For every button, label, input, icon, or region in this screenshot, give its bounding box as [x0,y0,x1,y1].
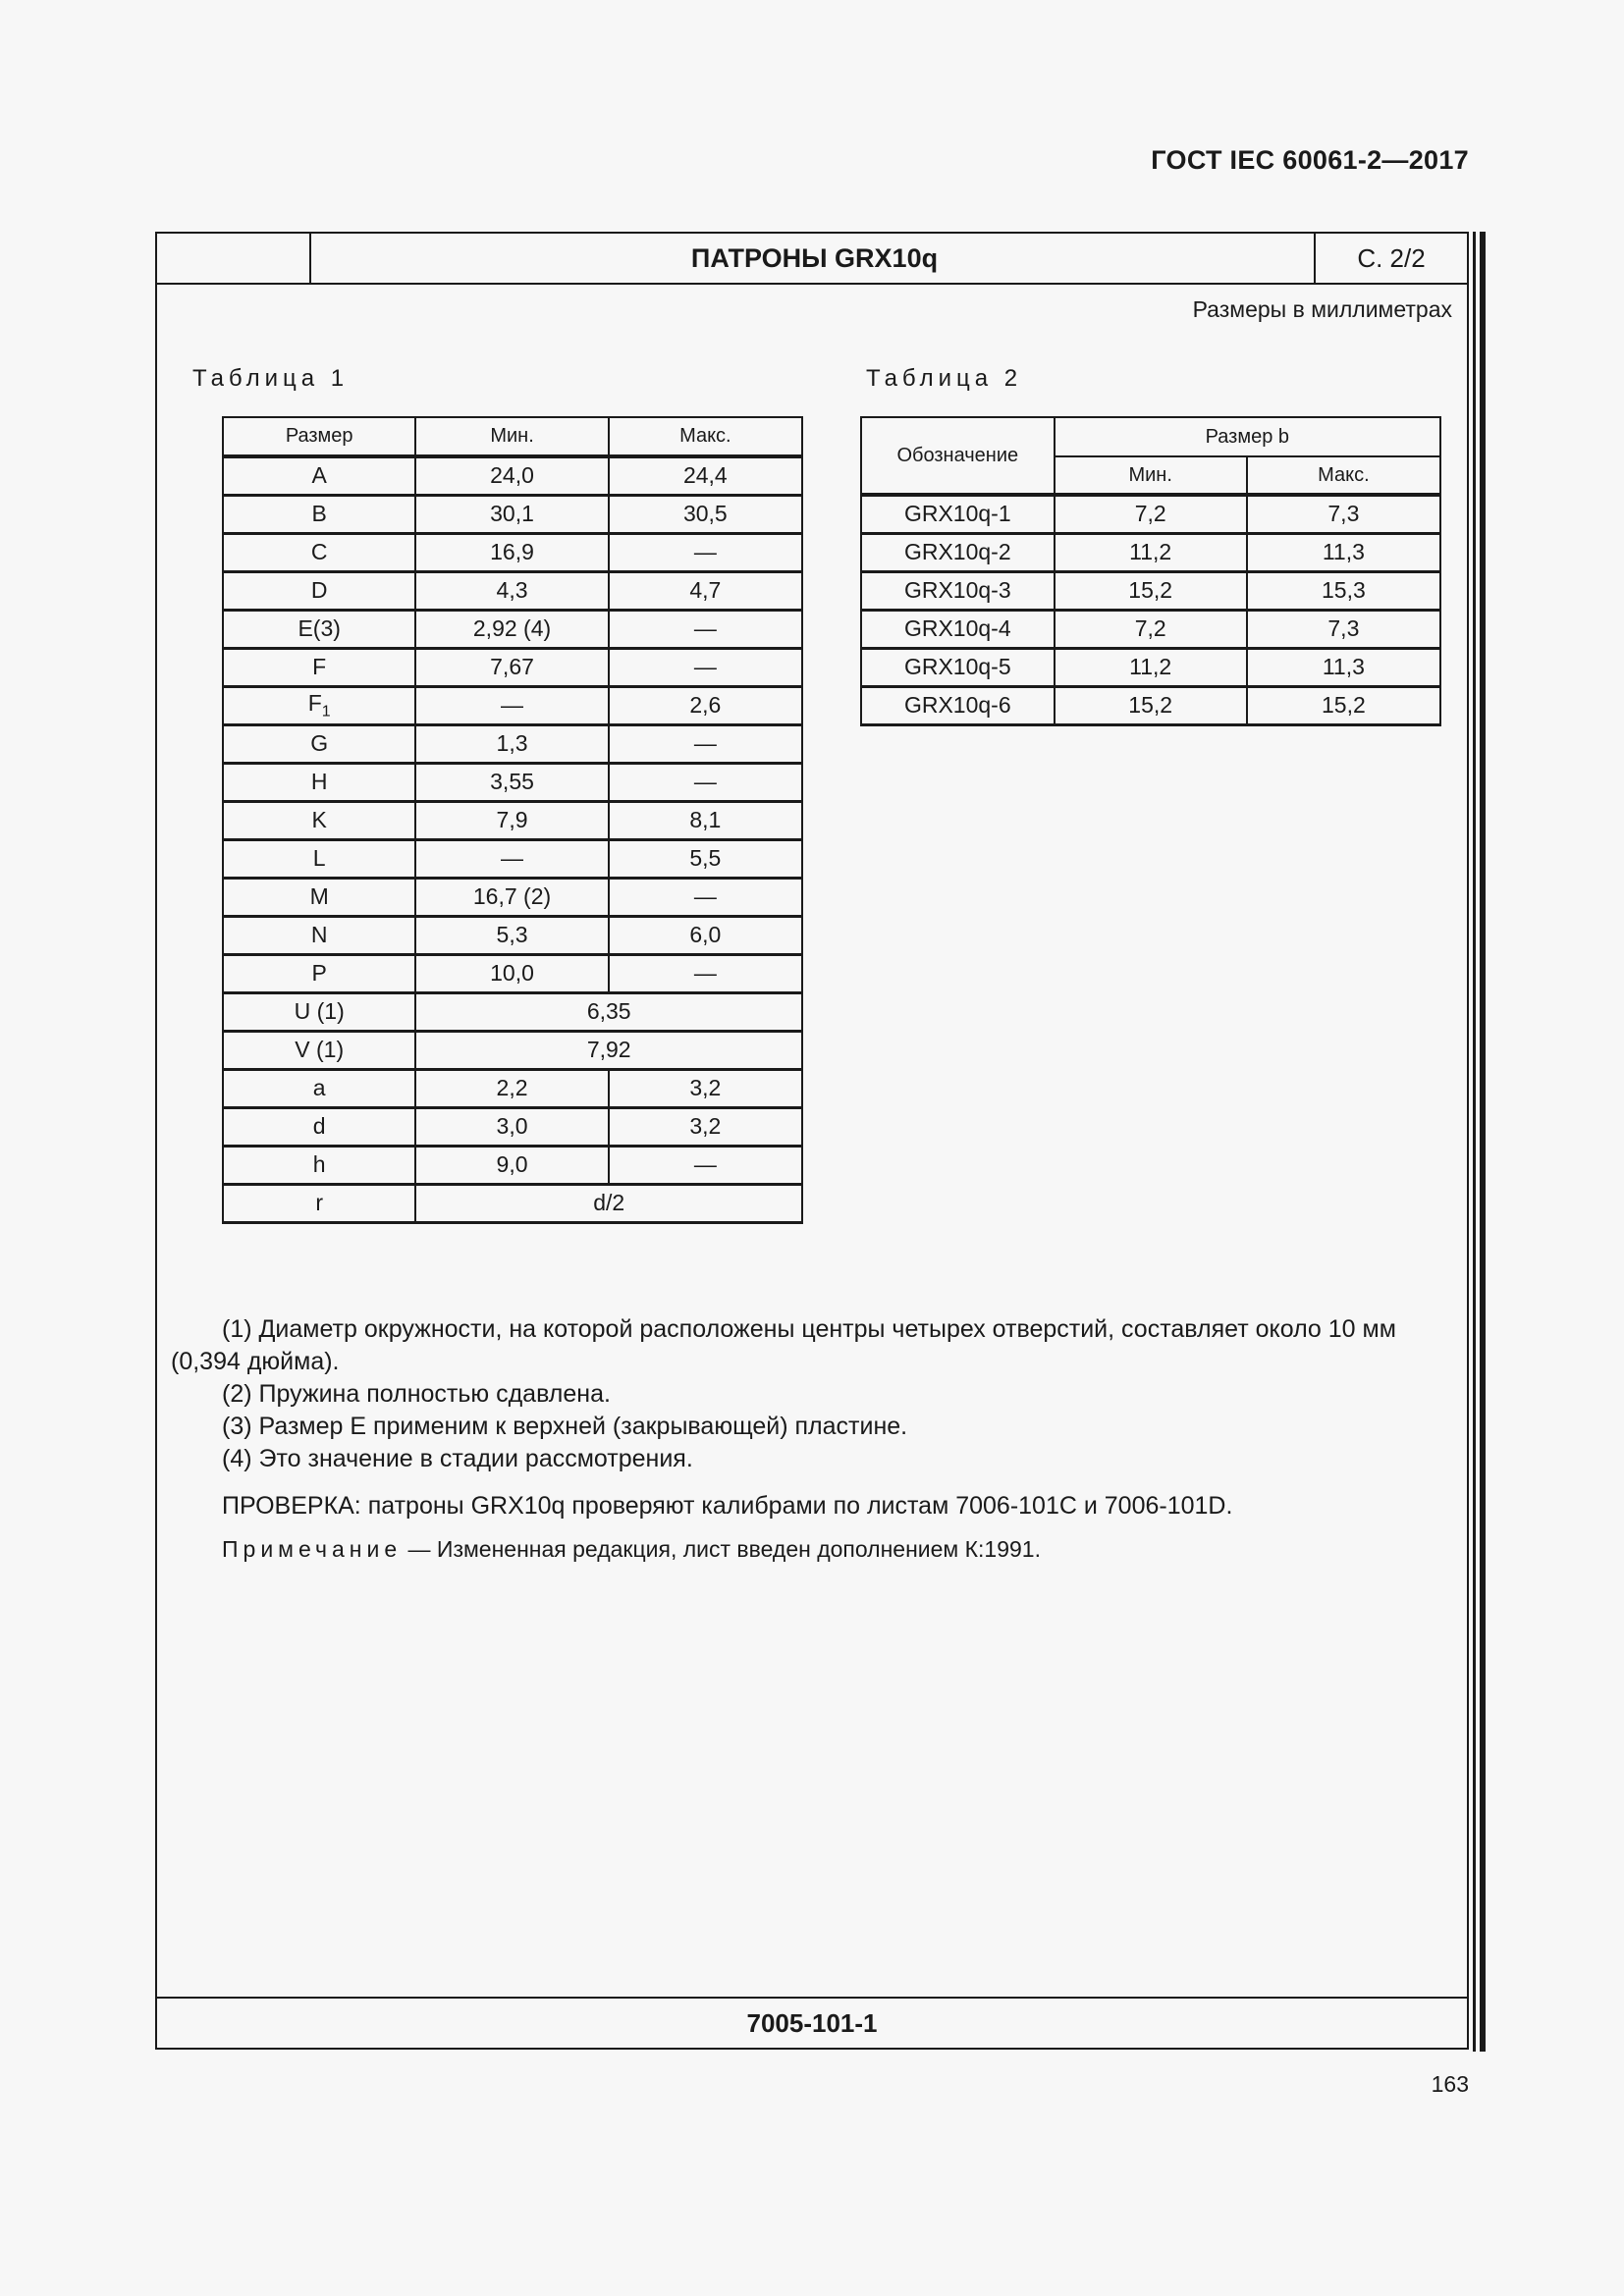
table-row [223,686,802,724]
size-name: H [310,769,328,794]
remark-text: — Измененная редакция, лист введен дополнением К:1991. [402,1536,1041,1562]
table-row [223,878,802,916]
units-note: Размеры в миллиметрах [1192,296,1452,322]
frame-rail [1473,232,1476,2052]
size-name: P [311,960,327,986]
size-cell [223,533,415,571]
min-cell: 3,55 [415,763,608,801]
designation-cell: GRX10q-5 [861,648,1055,686]
sheet-footer-code: 7005-101-1 [157,1997,1467,2048]
size-name: F [312,654,327,679]
size-cell [223,763,415,801]
table-row [861,495,1440,533]
max-cell: — [609,954,802,992]
size-name: r [315,1190,324,1215]
designation-cell: GRX10q-4 [861,610,1055,648]
min-cell: 30,1 [415,495,608,533]
max-cell: 11,3 [1247,648,1440,686]
table-row [861,533,1440,571]
table1-header-max: Макс. [609,417,802,456]
max-cell: 15,2 [1247,686,1440,724]
table-row [223,1146,802,1184]
min-cell: 7,67 [415,648,608,686]
table-row [223,571,802,610]
max-cell: — [609,878,802,916]
size-name: a [312,1075,326,1100]
min-cell: 11,2 [1055,533,1247,571]
max-cell: — [609,724,802,763]
dimensions-table [222,416,803,1224]
size-cell [223,686,415,724]
table-row [223,1031,802,1069]
table2-header-designation: Обозначение [861,417,1055,495]
min-cell: 3,0 [415,1107,608,1146]
size-cell [223,724,415,763]
designation-cell: GRX10q-3 [861,571,1055,610]
table-row [861,648,1440,686]
max-cell: 24,4 [609,456,802,495]
document-code: ГОСТ IEC 60061-2—2017 [1151,145,1469,175]
table-row [223,954,802,992]
size-cell [223,1184,415,1222]
size-cell [223,1031,415,1069]
max-cell: 2,6 [609,686,802,724]
max-cell: — [609,1146,802,1184]
min-cell: 1,3 [415,724,608,763]
notes-block [171,1313,1457,1566]
max-cell: — [609,763,802,801]
table-row [223,801,802,839]
value-cell-merged: d/2 [415,1184,802,1222]
min-cell: 9,0 [415,1146,608,1184]
size-cell [223,1146,415,1184]
max-cell: 3,2 [609,1107,802,1146]
min-cell: 7,2 [1055,610,1247,648]
table-row [861,686,1440,724]
max-cell: 15,3 [1247,571,1440,610]
size-name: h [312,1151,326,1177]
size-cell [223,916,415,954]
page-number: 163 [1431,2071,1469,2097]
size-name: K [311,807,327,832]
note-1: (1) Диаметр окружности, на которой расположены центры четырех отверстий, составляет около 10 мм (0,394 дюйма). [171,1315,1396,1375]
size-name: U (1) [294,998,345,1024]
size-cell [223,954,415,992]
frame-rail-thick [1480,232,1486,2052]
min-cell: 7,2 [1055,495,1247,533]
min-cell: 2,2 [415,1069,608,1107]
max-cell: 11,3 [1247,533,1440,571]
size-name: E(3) [298,615,341,641]
max-cell: 4,7 [609,571,802,610]
size-cell [223,1069,415,1107]
max-cell: 30,5 [609,495,802,533]
min-cell: 11,2 [1055,648,1247,686]
table-row [223,839,802,878]
table-row [223,648,802,686]
min-cell: 10,0 [415,954,608,992]
size-cell [223,992,415,1031]
min-cell: 16,7 (2) [415,878,608,916]
table2-header-max: Макс. [1247,456,1440,495]
size-cell [223,801,415,839]
max-cell: 7,3 [1247,610,1440,648]
designation-cell: GRX10q-1 [861,495,1055,533]
min-cell: — [415,839,608,878]
min-cell: 15,2 [1055,686,1247,724]
size-name: F [307,689,322,716]
table-row [223,916,802,954]
size-subscript: 1 [321,703,331,721]
table1-header-size: Размер [223,417,415,456]
table-row [223,763,802,801]
table1-caption: Таблица 1 [192,365,350,392]
size-name: d [312,1113,326,1139]
sheet-frame [155,232,1469,2050]
table-row [223,610,802,648]
note-2: (2) Пружина полностью сдавлена. [222,1380,611,1408]
table-row [223,1184,802,1222]
table-row [223,1069,802,1107]
designation-table [860,416,1441,726]
size-cell [223,571,415,610]
min-cell: 16,9 [415,533,608,571]
size-cell [223,839,415,878]
table-row [223,456,802,495]
size-name: D [310,577,328,603]
size-cell [223,495,415,533]
note-4: (4) Это значение в стадии рассмотрения. [222,1445,693,1472]
designation-cell: GRX10q-6 [861,686,1055,724]
size-name: G [310,730,329,756]
table-row [223,724,802,763]
remark [171,1533,1457,1566]
max-cell: 3,2 [609,1069,802,1107]
size-cell [223,456,415,495]
header-blank-cell [157,234,311,283]
max-cell: 5,5 [609,839,802,878]
min-cell: 24,0 [415,456,608,495]
min-cell: 2,92 (4) [415,610,608,648]
sheet-title: ПАТРОНЫ GRX10q [690,243,939,273]
size-name: V (1) [295,1037,345,1062]
min-cell: 5,3 [415,916,608,954]
size-name: C [310,539,328,564]
designation-cell: GRX10q-2 [861,533,1055,571]
min-cell: 4,3 [415,571,608,610]
max-cell: 6,0 [609,916,802,954]
check-text: ПРОВЕРКА: патроны GRX10q проверяют калибрами по листам 7006-101C и 7006-101D. [222,1492,1233,1520]
max-cell: 8,1 [609,801,802,839]
size-name: B [311,501,327,526]
max-cell: — [609,533,802,571]
size-name: L [312,845,326,871]
size-cell [223,648,415,686]
table2-header-min: Мин. [1055,456,1247,495]
max-cell: 7,3 [1247,495,1440,533]
max-cell: — [609,610,802,648]
min-cell: — [415,686,608,724]
size-cell [223,610,415,648]
note-3: (3) Размер E применим к верхней (закрывающей) пластине. [222,1413,908,1440]
size-name: N [310,922,328,947]
min-cell: 15,2 [1055,571,1247,610]
sheet-header [157,234,1467,285]
table-row [861,571,1440,610]
size-name: M [309,883,329,909]
value-cell-merged: 7,92 [415,1031,802,1069]
table-row [223,992,802,1031]
min-cell: 7,9 [415,801,608,839]
max-cell: — [609,648,802,686]
table1-header-min: Мин. [415,417,608,456]
table-row [223,1107,802,1146]
table-row [861,610,1440,648]
size-cell [223,878,415,916]
table2-header-group: Размер b [1055,417,1440,456]
size-name: A [311,462,327,489]
table-row [223,495,802,533]
remark-label: Примечание [222,1536,403,1562]
sheet-number: С. 2/2 [1314,234,1467,283]
table-row [223,533,802,571]
size-cell [223,1107,415,1146]
table2-caption: Таблица 2 [866,365,1023,392]
value-cell-merged: 6,35 [415,992,802,1031]
